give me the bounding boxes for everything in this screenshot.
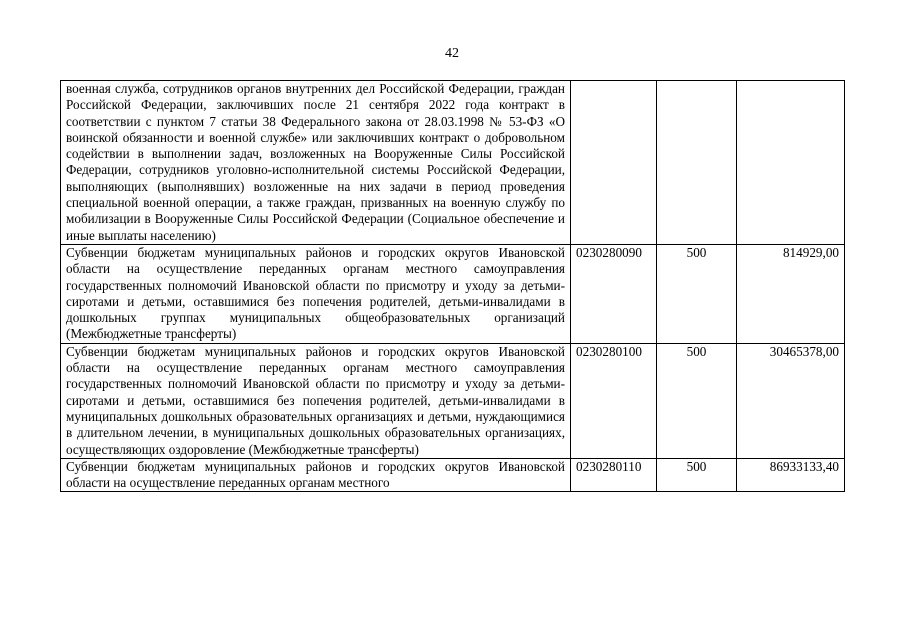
row-amount <box>737 81 845 245</box>
table-row <box>61 458 845 492</box>
row-expense-type: 500 <box>657 343 737 458</box>
row-amount: 30465378,00 <box>737 343 845 458</box>
table-row <box>61 81 845 245</box>
budget-table <box>60 80 845 492</box>
row-description: Субвенции бюджетам муниципальных районов и городских округов Ивановской области на осуществление переданных органам местного самоуправления государственных полномочий Ивановской области по присмотру и уходу за детьми-сиротами и детьми, оставшимися без попечения родителей, детьми-инвалидами в дошкольных группах муниципальных общеобразовательных организаций (Межбюджетные трансферты) <box>61 244 571 343</box>
row-description: Субвенции бюджетам муниципальных районов и городских округов Ивановской области на осуществление переданных органам местного <box>61 458 571 492</box>
row-code: 0230280110 <box>571 458 657 492</box>
page-number: 42 <box>445 46 459 61</box>
table-row <box>61 244 845 343</box>
row-amount: 814929,00 <box>737 244 845 343</box>
row-code: 0230280100 <box>571 343 657 458</box>
row-expense-type <box>657 81 737 245</box>
row-description: военная служба, сотрудников органов внутренних дел Российской Федерации, граждан Российской Федерации, заключивших после 21 сентября 2022 года контракт в соответствии с пунктом 7 статьи 38 Федерального закона от 28.03.1998 № 53-ФЗ «О воинской обязанности и военной службе» или заключивших контракт о добровольном содействии в выполнении задач, возложенных на Вооруженные Силы Российской Федерации, сотрудников уголовно-исполнительной системы Российской Федерации, выполняющих (выполнявших) возложенные на них задачи в период проведения специальной военной операции, а также граждан, призванных на военную службу по мобилизации в Вооруженные Силы Российской Федерации (Социальное обеспечение и иные выплаты населению) <box>61 81 571 245</box>
table-row <box>61 343 845 458</box>
row-description: Субвенции бюджетам муниципальных районов и городских округов Ивановской области на осуществление переданных органам местного самоуправления государственных полномочий Ивановской области по присмотру и уходу за детьми-сиротами и детьми, оставшимися без попечения родителей, детьми-инвалидами в муниципальных дошкольных образовательных организациях и детьми, нуждающимися в длительном лечении, в муниципальных дошкольных образовательных организациях, осуществляющих оздоровление (Межбюджетные трансферты) <box>61 343 571 458</box>
row-expense-type: 500 <box>657 458 737 492</box>
row-amount: 86933133,40 <box>737 458 845 492</box>
row-code: 0230280090 <box>571 244 657 343</box>
row-code <box>571 81 657 245</box>
row-expense-type: 500 <box>657 244 737 343</box>
